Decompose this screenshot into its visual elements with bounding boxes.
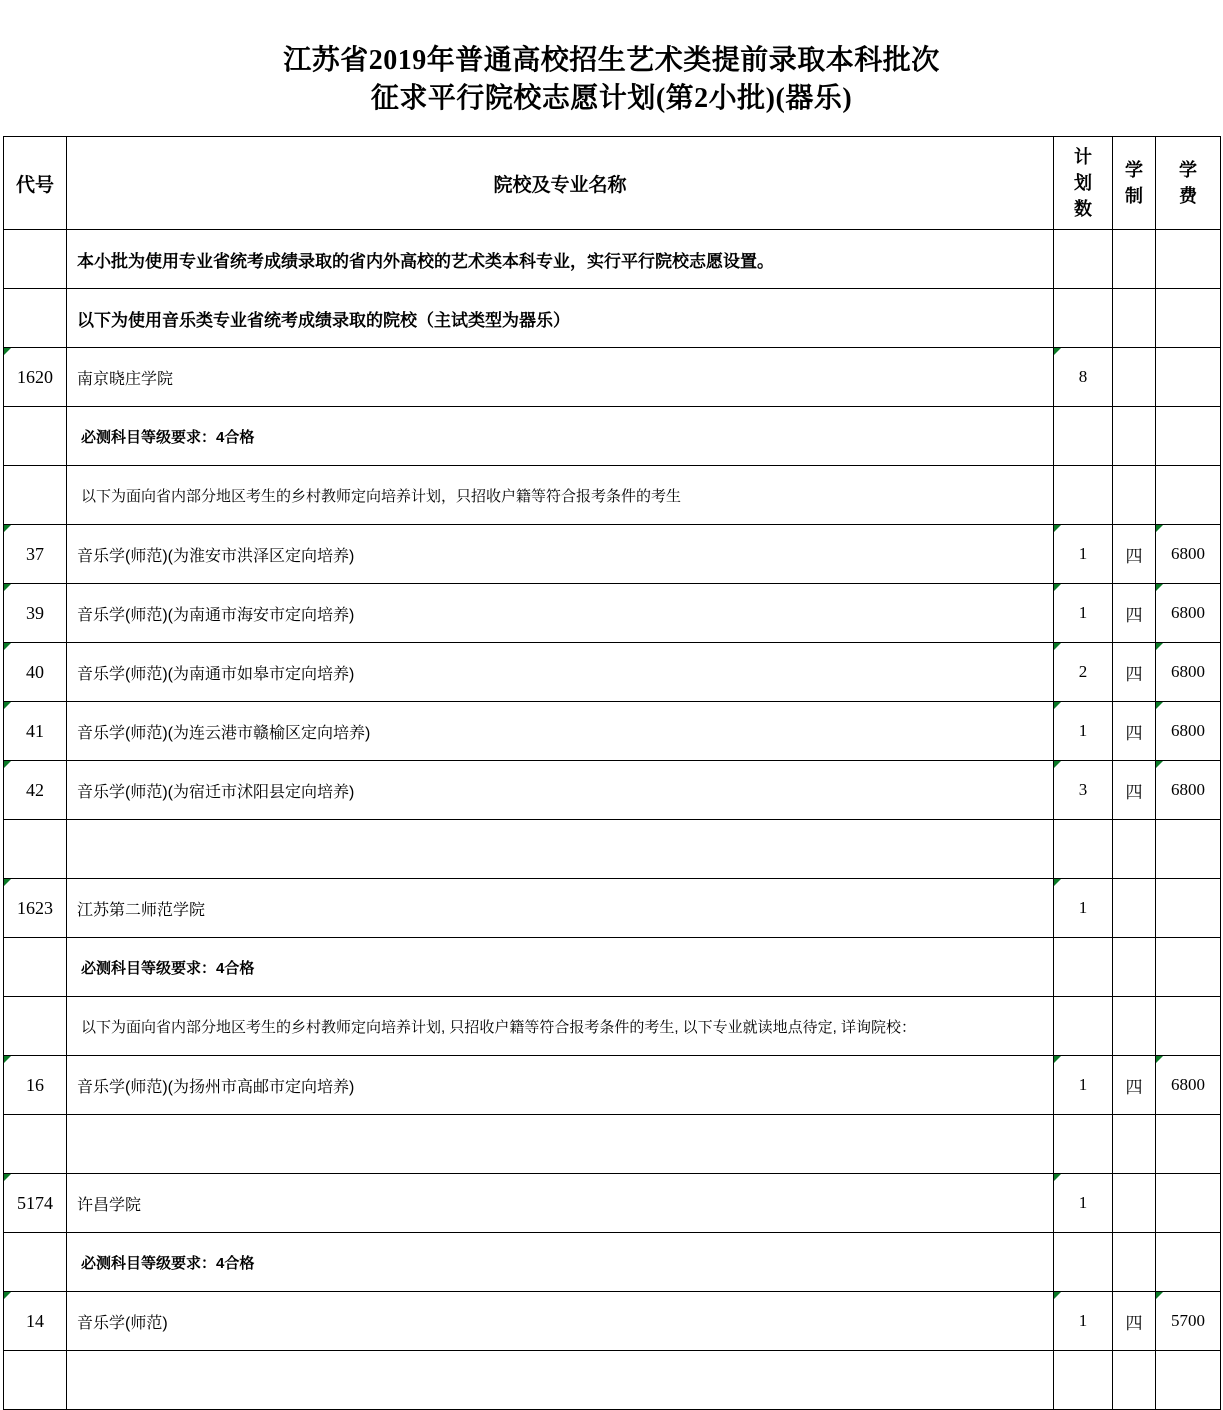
cell-plan-count [1054,761,1113,820]
cell-code [4,525,67,584]
comment-marker-icon [4,525,11,532]
cell-code [4,643,67,702]
cell-name [67,702,1054,761]
cell-code [4,879,67,938]
cell-plan-count [1054,938,1113,997]
cell-code [4,702,67,761]
comment-marker-icon [1156,1292,1163,1299]
cell-name [67,643,1054,702]
cell-study-years [1113,407,1156,466]
comment-marker-icon [4,879,11,886]
cell-tuition [1156,643,1221,702]
cell-name-text: 以下为面向省内部分地区考生的乡村教师定向培养计划, 只招收户籍等符合报考条件的考生, 以下专业就读地点待定, 详询院校： [81,1018,917,1036]
cell-code-text: 41 [26,720,44,741]
header-plan-char-2: 划 [1074,173,1092,193]
cell-name [67,1115,1054,1174]
cell-name-text: 本小批为使用专业省统考成绩录取的省内外高校的艺术类本科专业，实行平行院校志愿设置。 [77,251,774,271]
comment-marker-icon [4,584,11,591]
cell-name-text: 江苏第二师范学院 [77,901,206,919]
cell-plan-count-text: 1 [1078,1193,1088,1212]
table-row [4,1115,1221,1174]
cell-tuition [1156,466,1221,525]
cell-name [67,879,1054,938]
cell-name [67,1056,1054,1115]
cell-name [67,348,1054,407]
header-fee-char-1: 学 [1179,160,1197,180]
cell-study-years [1113,820,1156,879]
cell-tuition [1156,820,1221,879]
cell-plan-count-text: 1 [1078,1075,1088,1094]
comment-marker-icon [4,1056,11,1063]
cell-name [67,466,1054,525]
table-row [4,820,1221,879]
comment-marker-icon [1054,1292,1061,1299]
cell-study-years-text: 四 [1125,1077,1143,1097]
cell-code-text: 42 [26,779,44,800]
cell-tuition-text: 6800 [1171,1075,1205,1094]
table-row [4,997,1221,1056]
cell-plan-count [1054,525,1113,584]
table-row [4,643,1221,702]
cell-name-text: 必测科目等级要求：4合格 [81,1254,255,1272]
cell-tuition [1156,1233,1221,1292]
cell-name-text: 音乐学(师范)(为宿迁市沭阳县定向培养) [77,783,355,801]
cell-code [4,1056,67,1115]
cell-code-text: 37 [26,543,44,564]
cell-tuition [1156,407,1221,466]
cell-plan-count-text: 8 [1078,367,1088,386]
header-code: 代号 [4,137,67,230]
cell-tuition-text: 6800 [1171,662,1205,681]
comment-marker-icon [1054,879,1061,886]
cell-plan-count-text: 2 [1078,662,1088,681]
comment-marker-icon [1156,525,1163,532]
cell-plan-count [1054,820,1113,879]
cell-code-text: 14 [26,1310,44,1331]
header-plan-char-1: 计 [1074,147,1092,167]
cell-study-years [1113,525,1156,584]
table-row [4,230,1221,289]
table-head [4,137,1221,230]
cell-code [4,584,67,643]
comment-marker-icon [1054,525,1061,532]
table-row [4,348,1221,407]
cell-name-text: 音乐学(师范)(为连云港市赣榆区定向培养) [77,724,371,742]
cell-plan-count-text: 3 [1078,780,1088,799]
cell-code [4,230,67,289]
cell-study-years [1113,1233,1156,1292]
cell-code-text: 5174 [17,1192,53,1213]
cell-plan-count [1054,1233,1113,1292]
cell-plan-count-text: 1 [1078,898,1088,917]
cell-plan-count [1054,702,1113,761]
cell-name [67,938,1054,997]
table-row [4,761,1221,820]
table-row [4,938,1221,997]
cell-code [4,466,67,525]
header-years-char-2: 制 [1125,186,1143,206]
cell-plan-count [1054,1056,1113,1115]
admission-plan-table [3,136,1221,1410]
cell-code-text: 39 [26,602,44,623]
cell-name-text: 以下为使用音乐类专业省统考成绩录取的院校（主试类型为器乐） [77,310,570,330]
cell-tuition-text: 6800 [1171,603,1205,622]
cell-name-text: 音乐学(师范) [77,1314,168,1332]
cell-plan-count [1054,1174,1113,1233]
header-tuition [1156,137,1221,230]
cell-plan-count [1054,466,1113,525]
cell-plan-count [1054,997,1113,1056]
comment-marker-icon [1156,1056,1163,1063]
comment-marker-icon [4,702,11,709]
cell-tuition [1156,879,1221,938]
cell-code [4,761,67,820]
table-row [4,407,1221,466]
cell-name-text: 音乐学(师范)(为扬州市高邮市定向培养) [77,1078,355,1096]
cell-plan-count [1054,230,1113,289]
title-line-1: 江苏省2019年普通高校招生艺术类提前录取本科批次 [283,45,940,76]
cell-name-text: 音乐学(师范)(为淮安市洪泽区定向培养) [77,547,355,565]
cell-study-years [1113,230,1156,289]
header-tuition-vertical [1156,157,1220,209]
cell-study-years [1113,466,1156,525]
cell-code [4,1292,67,1351]
cell-name [67,525,1054,584]
title-line-2: 征求平行院校志愿计划(第2小批)(器乐) [370,83,853,114]
cell-name-text: 音乐学(师范)(为南通市海安市定向培养) [77,606,355,624]
cell-plan-count [1054,289,1113,348]
cell-code-text: 1620 [17,366,53,387]
cell-study-years [1113,289,1156,348]
cell-name [67,1233,1054,1292]
header-years-char-1: 学 [1125,160,1143,180]
table-row [4,1292,1221,1351]
cell-code [4,820,67,879]
cell-plan-count [1054,643,1113,702]
cell-study-years [1113,997,1156,1056]
comment-marker-icon [1054,702,1061,709]
cell-study-years-text: 四 [1125,605,1143,625]
cell-name [67,289,1054,348]
cell-tuition-text: 6800 [1171,780,1205,799]
cell-plan-count [1054,1351,1113,1410]
cell-tuition [1156,348,1221,407]
cell-plan-count [1054,348,1113,407]
cell-name [67,1174,1054,1233]
cell-plan-count [1054,1292,1113,1351]
comment-marker-icon [4,761,11,768]
cell-study-years [1113,1174,1156,1233]
table-row [4,1233,1221,1292]
cell-tuition [1156,997,1221,1056]
cell-tuition [1156,938,1221,997]
table-row [4,289,1221,348]
table-row [4,1351,1221,1410]
cell-tuition-text: 6800 [1171,544,1205,563]
cell-plan-count [1054,407,1113,466]
cell-name [67,997,1054,1056]
cell-tuition [1156,702,1221,761]
table-body [4,230,1221,1410]
cell-plan-count [1054,1115,1113,1174]
cell-plan-count-text: 1 [1078,1311,1088,1330]
comment-marker-icon [1054,761,1061,768]
cell-name-text: 许昌学院 [77,1196,142,1214]
comment-marker-icon [1156,643,1163,650]
table-row [4,525,1221,584]
cell-code [4,997,67,1056]
cell-name-text: 必测科目等级要求：4合格 [81,959,255,977]
cell-code-text: 1623 [17,897,53,918]
cell-tuition [1156,1115,1221,1174]
cell-tuition [1156,1351,1221,1410]
comment-marker-icon [1054,1056,1061,1063]
comment-marker-icon [1054,643,1061,650]
comment-marker-icon [4,643,11,650]
cell-tuition [1156,1056,1221,1115]
table-row [4,466,1221,525]
cell-study-years [1113,702,1156,761]
comment-marker-icon [1054,584,1061,591]
cell-name [67,820,1054,879]
cell-study-years [1113,348,1156,407]
cell-name-text: 音乐学(师范)(为南通市如皋市定向培养) [77,665,355,683]
cell-name [67,761,1054,820]
cell-tuition [1156,289,1221,348]
cell-study-years-text: 四 [1125,546,1143,566]
cell-tuition [1156,230,1221,289]
cell-tuition-text: 5700 [1171,1311,1205,1330]
header-fee-char-2: 费 [1179,186,1197,206]
cell-code [4,1115,67,1174]
comment-marker-icon [1054,348,1061,355]
comment-marker-icon [1156,584,1163,591]
cell-code [4,1351,67,1410]
cell-study-years [1113,938,1156,997]
cell-study-years-text: 四 [1125,782,1143,802]
cell-code [4,1233,67,1292]
table-row [4,879,1221,938]
cell-study-years [1113,879,1156,938]
table-row [4,584,1221,643]
cell-plan-count-text: 1 [1078,721,1088,740]
header-study-years [1113,137,1156,230]
cell-code-text: 16 [26,1074,44,1095]
header-plan-count [1054,137,1113,230]
cell-tuition [1156,584,1221,643]
cell-study-years [1113,1351,1156,1410]
comment-marker-icon [4,1174,11,1181]
cell-study-years [1113,1056,1156,1115]
cell-study-years [1113,1292,1156,1351]
cell-code [4,289,67,348]
cell-name [67,1292,1054,1351]
cell-code-text: 40 [26,661,44,682]
cell-study-years-text: 四 [1125,723,1143,743]
comment-marker-icon [1156,702,1163,709]
comment-marker-icon [1054,1174,1061,1181]
cell-tuition [1156,525,1221,584]
header-name: 院校及专业名称 [67,137,1054,230]
table-row [4,702,1221,761]
cell-tuition [1156,761,1221,820]
table-row [4,1056,1221,1115]
table-header-row [4,137,1221,230]
comment-marker-icon [4,1292,11,1299]
cell-study-years-text: 四 [1125,1313,1143,1333]
cell-code [4,1174,67,1233]
cell-name [67,230,1054,289]
header-study-years-vertical [1113,157,1155,209]
cell-tuition-text: 6800 [1171,721,1205,740]
comment-marker-icon [4,348,11,355]
cell-name [67,407,1054,466]
cell-study-years [1113,1115,1156,1174]
document-title [0,0,1223,132]
cell-plan-count-text: 1 [1078,603,1088,622]
header-plan-char-3: 数 [1074,199,1092,219]
cell-code [4,938,67,997]
cell-tuition [1156,1174,1221,1233]
cell-name [67,584,1054,643]
cell-code [4,407,67,466]
cell-plan-count-text: 1 [1078,544,1088,563]
cell-study-years [1113,643,1156,702]
cell-tuition [1156,1292,1221,1351]
cell-name [67,1351,1054,1410]
header-plan-count-vertical [1054,144,1112,222]
cell-study-years-text: 四 [1125,664,1143,684]
cell-name-text: 以下为面向省内部分地区考生的乡村教师定向培养计划，只招收户籍等符合报考条件的考生 [81,487,682,505]
cell-study-years [1113,761,1156,820]
comment-marker-icon [1156,761,1163,768]
cell-study-years [1113,584,1156,643]
cell-plan-count [1054,879,1113,938]
cell-code [4,348,67,407]
table-row [4,1174,1221,1233]
cell-name-text: 必测科目等级要求：4合格 [81,428,255,446]
cell-name-text: 南京晓庄学院 [77,370,174,388]
cell-plan-count [1054,584,1113,643]
